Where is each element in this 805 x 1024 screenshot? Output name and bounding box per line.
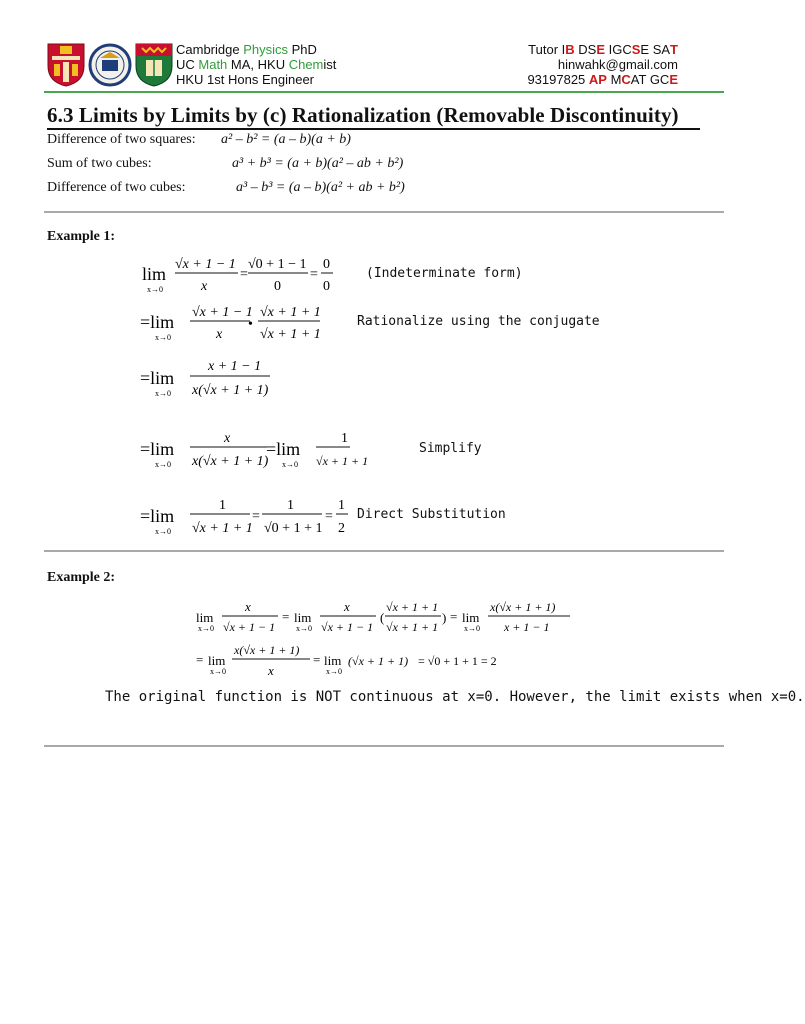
ex2-l1-num2: x [344,599,350,614]
ex1-l1-num2: √0 + 1 − 1 [248,257,307,272]
ex2-l2-num: x(√x + 1 + 1) [234,643,300,657]
ex1-l1-num3: 0 [323,257,330,272]
title-underline [47,128,700,130]
ex1-l4-sub: x→0 [155,460,171,469]
ex1-l1-sub: x→0 [147,285,163,294]
ex2-l1-num3: √x + 1 + 1 [386,600,439,614]
ex1-l5-eqlim: =lim [140,506,175,526]
ex2-l1-den3: √x + 1 + 1 [386,620,439,634]
section-divider-1 [44,211,724,213]
ex1-l2-sub: x→0 [155,333,171,342]
example-1-math [130,250,369,545]
ex2-l2-paren-root: (√x + 1 + 1) [348,654,409,668]
ex1-l1-den3: 0 [323,279,330,294]
ex1-l4-eqlim: =lim [140,439,175,459]
ex1-l5-eq: = [252,509,260,524]
cambridge-crest-icon [46,42,86,88]
ex1-l2-num2: √x + 1 + 1 [260,305,321,320]
ex1-l5-num: 1 [219,498,226,513]
ex2-l1-sub: x→0 [198,624,214,633]
ex2-l1-paren-open: ( [380,610,385,625]
ex1-l5-den3: 2 [338,521,345,536]
ex2-l2-tail: = √0 + 1 + 1 = 2 [418,654,497,668]
ex2-l1-num: x [245,599,251,614]
ex2-l1-eq: = [282,609,290,624]
identity-label-3: Difference of two cubes: [47,180,186,195]
ex1-l1-eq2: = [310,267,318,282]
header-left-line-2: UC Math MA, HKU Chemist [176,57,337,72]
header-left-line-3: HKU 1st Hons Engineer [176,72,315,87]
ex2-l2-lim2: lim [324,653,342,668]
header-right-line-1: Tutor IB DSE IGCSE SAT [528,42,678,57]
ex2-l2-sub2: x→0 [326,667,342,676]
example-2-label: Example 2: [47,570,116,585]
ex1-l1-den2: 0 [274,279,281,294]
ex1-l2-den: x [216,327,223,342]
ex1-l4-den: x(√x + 1 + 1) [192,454,269,469]
ex1-l4-den2: √x + 1 + 1 [316,454,369,468]
ex1-l3-sub: x→0 [155,389,171,398]
ex1-l2-dot: • [248,317,253,332]
ex1-l1-num: √x + 1 − 1 [175,257,236,272]
note-indeterminate: (Indeterminate form) [366,266,523,281]
ex1-l2-eqlim: =lim [140,312,175,332]
ex1-l1-eq: = [240,267,248,282]
ex2-l1-sub2: x→0 [296,624,312,633]
ex2-l2-eq2: = [313,652,321,667]
section-divider-2 [44,550,724,552]
ex1-l2-den2: √x + 1 + 1 [260,327,321,342]
ex1-l1-den: x [201,279,208,294]
example-1-label: Example 1: [47,229,116,244]
ex1-l4-num: x [224,431,231,446]
ex2-l1-den4: x + 1 − 1 [504,620,550,634]
example-2-math [190,595,580,680]
uc-seal-icon [88,42,132,88]
note-direct-substitution: Direct Substitution [357,507,506,522]
ex1-l3-num: x + 1 − 1 [208,359,262,374]
ex2-l1-sub3: x→0 [464,624,480,633]
section-divider-3 [44,745,724,747]
ex2-l1-eq2: = [450,609,458,624]
ex1-l5-den: √x + 1 + 1 [192,521,253,536]
note-rationalize: Rationalize using the conjugate [357,314,600,329]
identity-label-2: Sum of two cubes: [47,156,152,171]
identity-formula-1: a² – b² = (a – b)(a + b) [221,132,351,147]
header-divider [44,91,724,93]
ex2-l2-lim: lim [208,653,226,668]
ex2-l2-den: x [268,663,274,678]
ex1-l5-sub: x→0 [155,527,171,536]
ex1-l5-num2: 1 [287,498,294,513]
identity-label-1: Difference of two squares: [47,132,196,147]
ex2-l1-lim2: lim [294,610,312,625]
identity-formula-3: a³ – b³ = (a – b)(a² + ab + b²) [236,180,405,195]
ex2-l1-den: √x + 1 − 1 [223,620,276,634]
ex1-l3-den: x(√x + 1 + 1) [192,383,269,398]
ex2-l1-paren-close: ) [442,610,447,625]
header-left-line-1: Cambridge Physics PhD [176,42,317,57]
note-simplify: Simplify [419,441,482,456]
ex1-l4-sub2: x→0 [282,460,298,469]
ex1-l4-num2: 1 [341,431,348,446]
ex1-l3-eqlim: =lim [140,368,175,388]
page-title: 6.3 Limits by Limits by (c) Rationalization (Removable Discontinuity) [47,103,679,127]
hku-crest-icon [134,42,174,88]
ex1-l5-num3: 1 [338,498,345,513]
ex1-l5-eq2: = [325,509,333,524]
ex2-l1-den2: √x + 1 − 1 [321,620,374,634]
ex2-l1-num4: x(√x + 1 + 1) [490,600,556,614]
ex2-l1-lim: lim [196,610,214,625]
header-right-line-3: 93197825 AP MCAT GCE [527,72,678,87]
example-2-conclusion: The original function is NOT continuous at x=0. However, the limit exists when x=0. [105,689,805,705]
ex1-l4-eqlim2: =lim [266,439,301,459]
identity-formula-2: a³ + b³ = (a + b)(a² – ab + b²) [232,156,404,171]
header-email: hinwahk@gmail.com [557,57,678,72]
ex1-l5-den2: √0 + 1 + 1 [264,521,323,536]
ex1-l1-lim: lim [142,264,167,284]
ex2-l2-sub: x→0 [210,667,226,676]
ex2-l1-lim3: lim [462,610,480,625]
ex2-l2-eq: = [196,652,204,667]
ex1-l2-num: √x + 1 − 1 [192,305,253,320]
